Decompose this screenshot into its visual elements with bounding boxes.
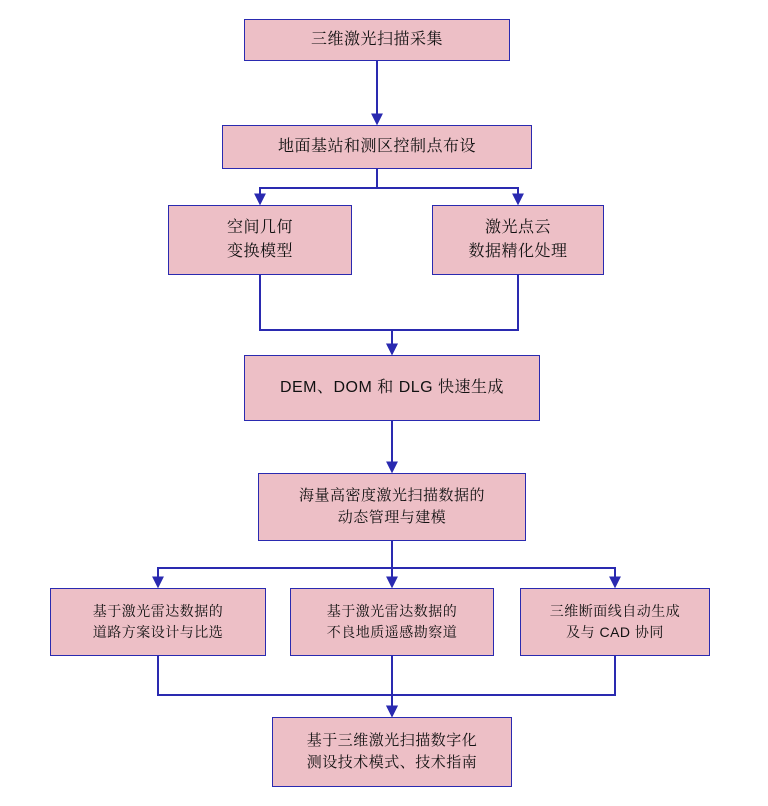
node-line: DEM、DOM 和 DLG 快速生成 <box>279 379 505 396</box>
node-road-scheme-design[interactable] <box>50 588 266 656</box>
node-technical-mode-guideline[interactable] <box>272 717 512 787</box>
connector-n9-n10 <box>392 656 615 715</box>
node-line: 不良地质遥感勘察道 <box>326 624 458 640</box>
node-line: 三维断面线自动生成 <box>549 603 681 619</box>
node-point-cloud-refinement[interactable] <box>432 205 604 275</box>
node-line: 地面基站和测区控制点布设 <box>277 138 476 155</box>
node-line: 测设技术模式、技术指南 <box>306 754 478 771</box>
connector-n7-n10 <box>158 656 392 715</box>
node-line: 激光点云 <box>484 219 551 236</box>
node-line: 基于激光雷达数据的 <box>326 603 458 619</box>
node-line: 变换模型 <box>226 243 293 260</box>
node-line: 海量高密度激光扫描数据的 <box>298 486 485 504</box>
connector-n6-n9 <box>392 541 615 586</box>
connector-n2-n3 <box>260 169 377 203</box>
node-ground-station-control-points[interactable] <box>222 125 532 169</box>
connector-n6-n7 <box>158 541 392 586</box>
node-line: 空间几何 <box>226 219 293 236</box>
node-line: 动态管理与建模 <box>337 509 447 526</box>
node-line: 数据精化处理 <box>468 243 568 260</box>
node-geological-remote-sensing-survey[interactable] <box>290 588 494 656</box>
node-3d-section-line-cad[interactable] <box>520 588 710 656</box>
connector-n2-n4 <box>377 169 518 203</box>
node-line: 及与 CAD 协同 <box>566 624 664 640</box>
node-spatial-geometry-model[interactable] <box>168 205 352 275</box>
connector-n4-n5 <box>392 275 518 353</box>
node-line: 三维激光扫描采集 <box>310 31 443 48</box>
node-laser-scan-acquisition[interactable] <box>244 19 510 61</box>
node-line: 道路方案设计与比选 <box>92 624 224 640</box>
node-line: 基于三维激光扫描数字化 <box>306 731 478 749</box>
connector-n3-n5 <box>260 275 392 353</box>
node-massive-data-management-modeling[interactable] <box>258 473 526 541</box>
node-line: 基于激光雷达数据的 <box>92 603 224 619</box>
node-dem-dom-dlg-generation[interactable] <box>244 355 540 421</box>
